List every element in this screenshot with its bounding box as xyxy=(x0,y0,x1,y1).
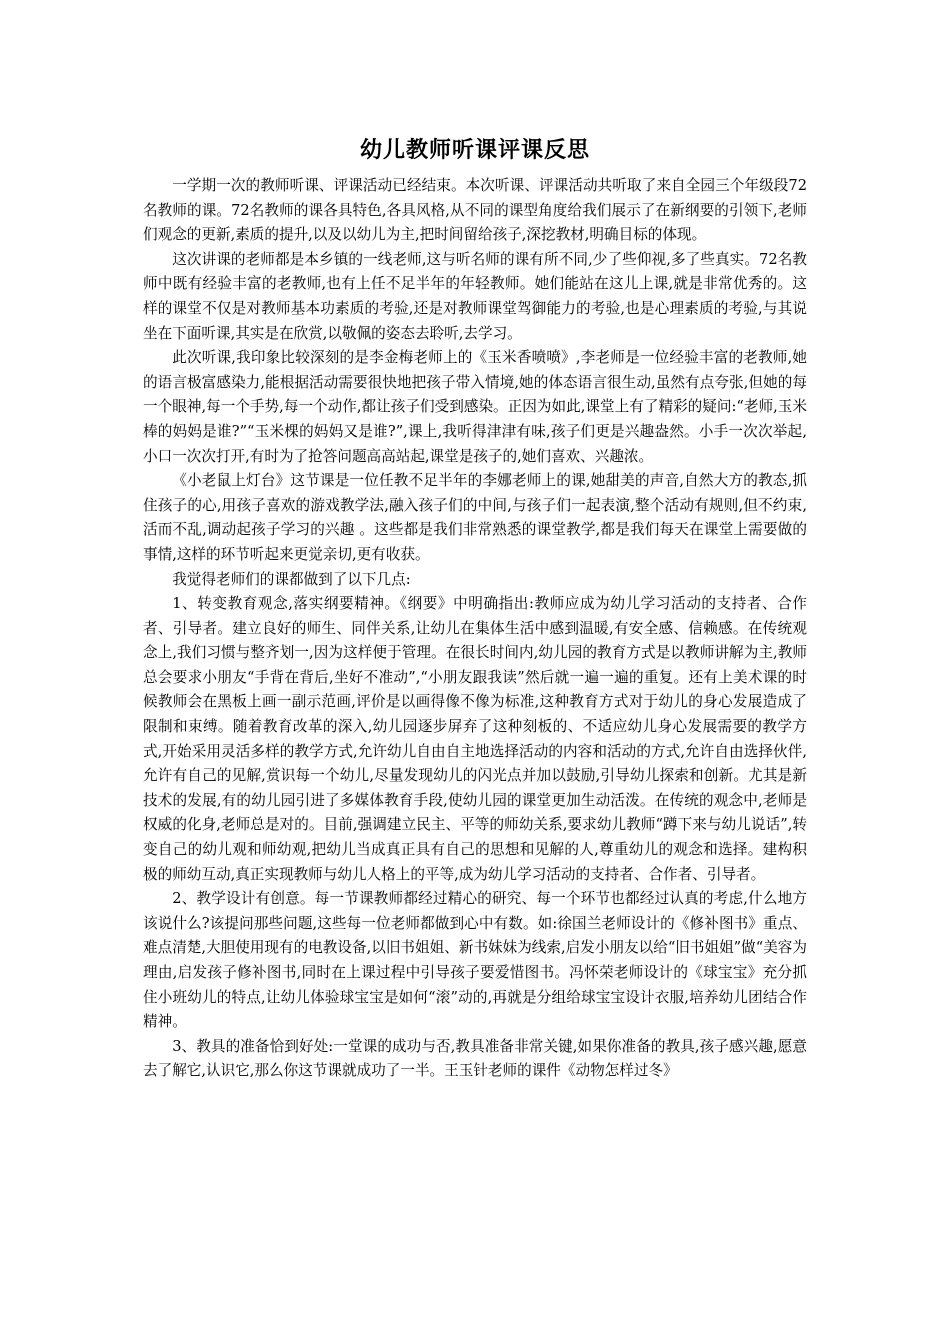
paragraph-point-3: 3、教具的准备恰到好处:一堂课的成功与否,教具准备非常关键,如果你准备的教具,孩子感兴趣,愿意去了解它,认识它,那么你这节课就成功了一半。王玉针老师的课件《动物怎样过冬》 xyxy=(143,1037,807,1080)
paragraph-teachers: 这次讲课的老师都是本乡镇的一线老师,这与听名师的课有所不同,少了些仰视,多了些真实。72名教师中既有经验丰富的老教师,也有上任不足半年的年轻教师。她们能站在这儿上课,就是非常优秀的。这样的课堂不仅是对教师基本功素质的考验,还是对教师课堂驾御能力的考验,也是心理素质的考验,与其说坐在下面听课,其实是在欣赏,以敬佩的姿态去聆听,去学习。 xyxy=(143,250,807,342)
paragraph-point-1: 1、转变教育观念,落实纲要精神。《纲要》中明确指出:教师应成为幼儿学习活动的支持者、合作者、引导者。建立良好的师生、同伴关系,让幼儿在集体生活中感到温暖,有安全感、信赖感。在传统观念上,我们习惯与整齐划一,因为这样便于管理。在很长时间内,幼儿园的教育方式是以教师讲解为主,教师总会要求小朋友“手背在背后,坐好不准动”,“小朋友跟我读”然后就一遍一遍的重复。还有上美术课的时候教师会在黑板上画一副示范画,评价是以画得像不像为标准,这种教育方式对于幼儿的身心发展造成了限制和束缚。随着教育改革的深入,幼儿园逐步屏弃了这种刻板的、不适应幼儿身心发展需要的教学方式,开始采用灵活多样的教学方式,允许幼儿自由自主地选择活动的内容和活动的方式,允许自由选择伙伴,允许有自己的见解,赏识每一个幼儿,尽量发现幼儿的闪光点并加以鼓励,引导幼儿探索和创新。尤其是新技术的发展,有的幼儿园引进了多媒体教育手段,使幼儿园的课堂更加生动活泼。在传统的观念中,老师是权威的化身,老师总是对的。目前,强调建立民主、平等的师幼关系,要求幼儿教师“蹲下来与幼儿说话”,转变自己的幼儿观和师幼观,把幼儿当成真正具有自己的思想和见解的人,尊重幼儿的观念和选择。建构积极的师幼互动,真正实现教师与幼儿人格上的平等,成为幼儿学习活动的支持者、合作者、引导者。 xyxy=(143,595,807,883)
document-title: 幼儿教师听课评课反思 xyxy=(359,138,590,163)
document-body xyxy=(143,174,807,1084)
paragraph-corn-lesson: 此次听课,我印象比较深刻的是李金梅老师上的《玉米香喷喷》,李老师是一位经验丰富的老教师,她的语言极富感染力,能根据活动需要很快地把孩子带入情境,她的体态语言很生动,虽然有点夸张,但她的每一个眼神,每一个手势,每一个动作,都让孩子们受到感染。正因为如此,课堂上有了精彩的疑问:“老师,玉米棒的妈妈是谁?”“玉米棵的妈妈又是谁?”,课上,我听得津津有味,孩子们更是兴趣盎然。小手一次次举起,小口一次次打开,有时为了抢答问题高高站起,课堂是孩子的,她们喜欢、兴趣浓。 xyxy=(143,349,807,465)
paragraph-point-2: 2、教学设计有创意。每一节课教师都经过精心的研究、每一个环节也都经过认真的考虑,什么地方该说什么?该提问那些问题,这些每一位老师都做到心中有数。如:徐国兰老师设计的《修补图书》重点、难点清楚,大胆使用现有的电教设备,以旧书姐姐、新书妹妹为线索,启发小朋友以给“旧书姐姐”做“美容为理由,启发孩子修补图书,同时在上课过程中引导孩子要爱惜图书。冯怀荣老师设计的《球宝宝》充分抓住小班幼儿的特点,让幼儿体验球宝宝是如何“滚”动的,再就是分组给球宝宝设计衣服,培养幼儿团结合作精神。 xyxy=(143,890,807,1031)
paragraph-mouse-lesson: 《小老鼠上灯台》这节课是一位任教不足半年的李娜老师上的课,她甜美的声音,自然大方的教态,抓住孩子的心,用孩子喜欢的游戏教学法,融入孩子们的中间,与孩子们一起表演,整个活动有规则,但不约束,活而不乱,调动起孩子学习的兴趣 。这些都是我们非常熟悉的课堂教学,都是我们每天在课堂上需要做的事情,这样的环节听起来更觉亲切,更有收获。 xyxy=(143,472,807,563)
paragraph-points-intro: 我觉得老师们的课都做到了以下几点: xyxy=(172,570,411,588)
paragraph-intro: 一学期一次的教师听课、评课活动已经结束。本次听课、评课活动共听取了来自全园三个年级段72名教师的课。72名教师的课各具特色,各具风格,从不同的课型角度给我们展示了在新纲要的引领下,老师们观念的更新,素质的提升,以及以幼儿为主,把时间留给孩子,深挖教材,明确目标的体现。 xyxy=(143,177,807,244)
